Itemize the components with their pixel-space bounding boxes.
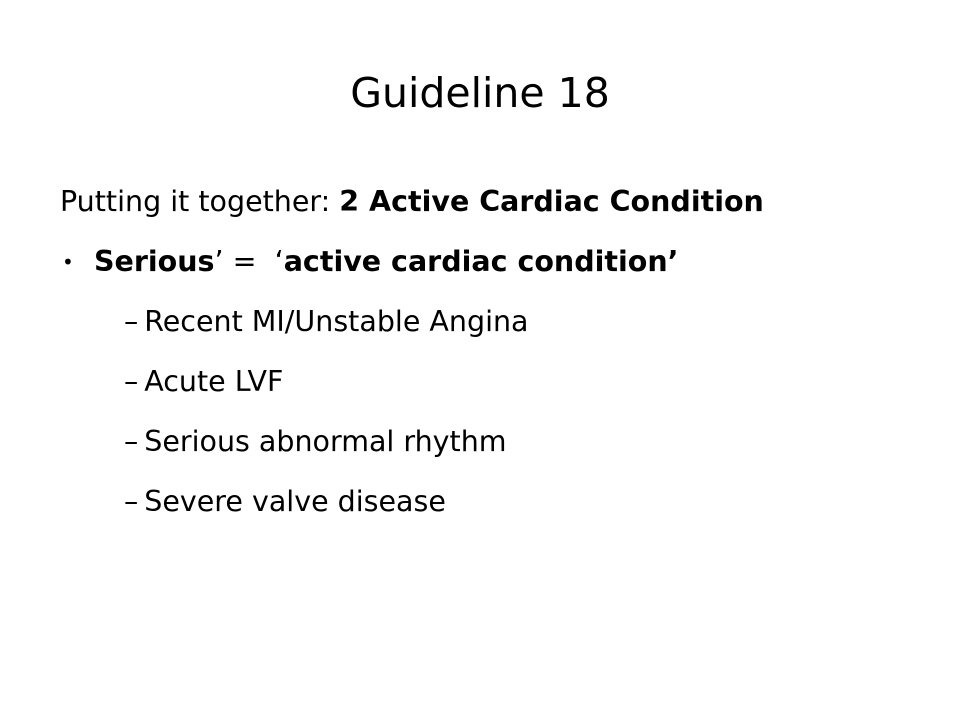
bullet-part-equals: ’ = ‘ (214, 245, 284, 278)
intro-line (60, 172, 920, 232)
bullet-part-active: active cardiac condition’ (283, 245, 679, 278)
sub-item-text: Acute LVF (144, 365, 284, 398)
sub-item-text: Recent MI/Unstable Angina (144, 305, 529, 338)
intro-bold: 2 Active Cardiac Condition (339, 185, 764, 218)
sub-item (60, 292, 920, 352)
slide-body (60, 172, 920, 532)
sub-item-text: Severe valve disease (144, 485, 446, 518)
dash-icon: – (124, 425, 139, 458)
sub-item (60, 352, 920, 412)
dash-icon: – (124, 305, 139, 338)
dash-icon: – (124, 485, 139, 518)
intro-lead: Putting it together: (60, 185, 340, 218)
sub-item (60, 412, 920, 472)
slide-title: Guideline 18 (350, 69, 610, 117)
sub-item (60, 472, 920, 532)
sub-item-text: Serious abnormal rhythm (144, 425, 507, 458)
dash-icon: – (124, 365, 139, 398)
bullet-item (60, 232, 920, 292)
bullet-part-serious: Serious (94, 245, 215, 278)
bullet-dot-icon: • (62, 250, 74, 274)
